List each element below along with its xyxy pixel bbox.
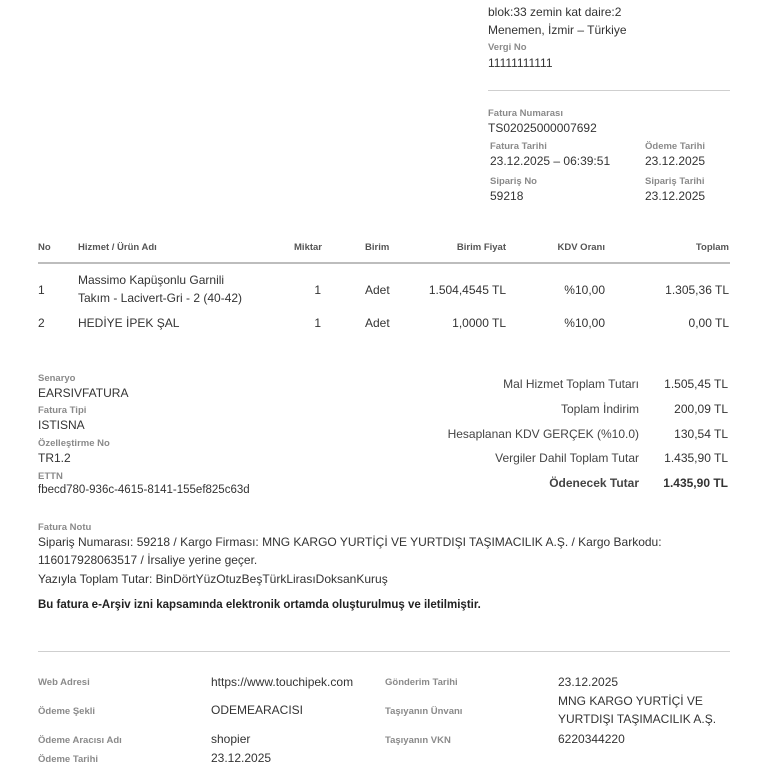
carrier-label: Taşıyanın Ünvanı	[385, 706, 463, 717]
row-unit-price: 1,0000 TL	[452, 316, 506, 330]
notes-line3: Yazıyla Toplam Tutar: BinDörtYüzOtuzBeşTürkLirasıDoksanKuruş	[38, 572, 388, 586]
invoice-type-value: ISTISNA	[38, 418, 85, 432]
notes-line1: Sipariş Numarası: 59218 / Kargo Firması: MNG KARGO YURTİÇİ VE YURTDIŞI TAŞIMACILIK A.Ş. / Kargo Barkodu:	[38, 535, 662, 549]
total-value: 1.435,90 TL	[664, 451, 728, 465]
col-header-no: No	[38, 242, 51, 253]
payable-total-label: Ödenecek Tutar	[549, 476, 639, 490]
notes-line2: 116017928063517 / İrsaliye yerine geçer.	[38, 553, 258, 567]
order-no: 59218	[490, 189, 524, 203]
carrier-line1: MNG KARGO YURTİÇİ VE	[558, 694, 703, 708]
col-header-unit-price: Birim Fiyat	[456, 242, 506, 253]
row-unit-price: 1.504,4545 TL	[428, 283, 506, 297]
total-value: 1.505,45 TL	[664, 377, 728, 391]
payment-agent-label: Ödeme Aracısı Adı	[38, 735, 122, 746]
table-header-divider	[38, 262, 730, 264]
payment-agent-value: shopier	[211, 732, 251, 746]
web-address-link[interactable]: https://www.touchipek.com	[211, 675, 354, 689]
row-total: 0,00 TL	[688, 316, 729, 330]
payment-date: 23.12.2025	[645, 154, 706, 168]
footer-payment-date-label: Ödeme Tarihi	[38, 754, 99, 765]
col-header-vat: KDV Oranı	[557, 242, 605, 253]
ship-date-value: 23.12.2025	[558, 675, 619, 689]
seller-address-line2: Menemen, İzmir – Türkiye	[488, 23, 627, 37]
row-no: 2	[38, 316, 45, 330]
e-archive-disclaimer: Bu fatura e-Arşiv izni kapsamında elektronik ortamda oluşturulmuş ve iletilmiştir.	[38, 599, 481, 611]
seller-address-line1: blok:33 zemin kat daire:2	[488, 5, 622, 19]
row-qty: 1	[314, 283, 321, 297]
ship-date-label: Gönderim Tarihi	[385, 677, 458, 688]
invoice-date: 23.12.2025 – 06:39:51	[490, 154, 611, 168]
footer-payment-date-value: 23.12.2025	[211, 751, 272, 765]
web-address-label: Web Adresi	[38, 677, 90, 688]
payable-total-value: 1.435,90 TL	[663, 476, 728, 490]
col-header-qty: Miktar	[294, 242, 322, 253]
row-vat: %10,00	[564, 316, 605, 330]
total-value: 200,09 TL	[674, 402, 728, 416]
payment-method-label: Ödeme Şekli	[38, 706, 96, 717]
total-label: Vergiler Dahil Toplam Tutar	[495, 451, 639, 465]
customization-value: TR1.2	[38, 451, 71, 465]
scenario-label: Senaryo	[38, 373, 76, 384]
row-vat: %10,00	[564, 283, 605, 297]
order-date-label: Sipariş Tarihi	[645, 176, 705, 187]
row-no: 1	[38, 283, 45, 297]
carrier-vkn-label: Taşıyanın VKN	[385, 735, 451, 746]
carrier-vkn-value: 6220344220	[558, 732, 625, 746]
ettn-label: ETTN	[38, 471, 63, 482]
row-item-line1: HEDİYE İPEK ŞAL	[78, 316, 180, 330]
payment-method-value: ODEMEARACISI	[211, 703, 304, 717]
ettn-value: fbecd780-936c-4615-8141-155ef825c63d	[38, 484, 250, 496]
invoice-date-label: Fatura Tarihi	[490, 141, 547, 152]
total-label: Mal Hizmet Toplam Tutarı	[503, 377, 639, 391]
payment-date-label: Ödeme Tarihi	[645, 141, 706, 152]
row-total: 1.305,36 TL	[665, 283, 729, 297]
divider	[488, 90, 730, 91]
carrier-line2: YURTDIŞI TAŞIMACILIK A.Ş.	[558, 712, 717, 726]
order-date: 23.12.2025	[645, 189, 706, 203]
row-unit: Adet	[365, 316, 390, 330]
col-header-unit: Birim	[365, 242, 390, 253]
seller-vkn-label: Vergi No	[488, 42, 527, 53]
row-item-line2: Takım - Lacivert-Gri - 2 (40-42)	[78, 291, 243, 305]
invoice-type-label: Fatura Tipi	[38, 405, 87, 416]
order-no-label: Sipariş No	[490, 176, 537, 187]
invoice-number: TS02025000007692	[488, 121, 597, 135]
total-value: 130,54 TL	[674, 427, 728, 441]
seller-vkn-value: 11111111111	[488, 56, 553, 70]
row-qty: 1	[314, 316, 321, 330]
col-header-total: Toplam	[695, 242, 729, 253]
row-item-line1: Massimo Kapüşonlu Garnili	[78, 273, 225, 287]
footer-divider	[38, 651, 730, 652]
notes-label: Fatura Notu	[38, 522, 92, 533]
row-unit: Adet	[365, 283, 390, 297]
total-label: Toplam İndirim	[560, 402, 639, 416]
scenario-value: EARSIVFATURA	[38, 386, 129, 400]
total-label: Hesaplanan KDV GERÇEK (%10.0)	[447, 427, 639, 441]
invoice-number-label: Fatura Numarası	[488, 108, 563, 119]
customization-label: Özelleştirme No	[38, 438, 110, 449]
col-header-item: Hizmet / Ürün Adı	[78, 242, 157, 253]
